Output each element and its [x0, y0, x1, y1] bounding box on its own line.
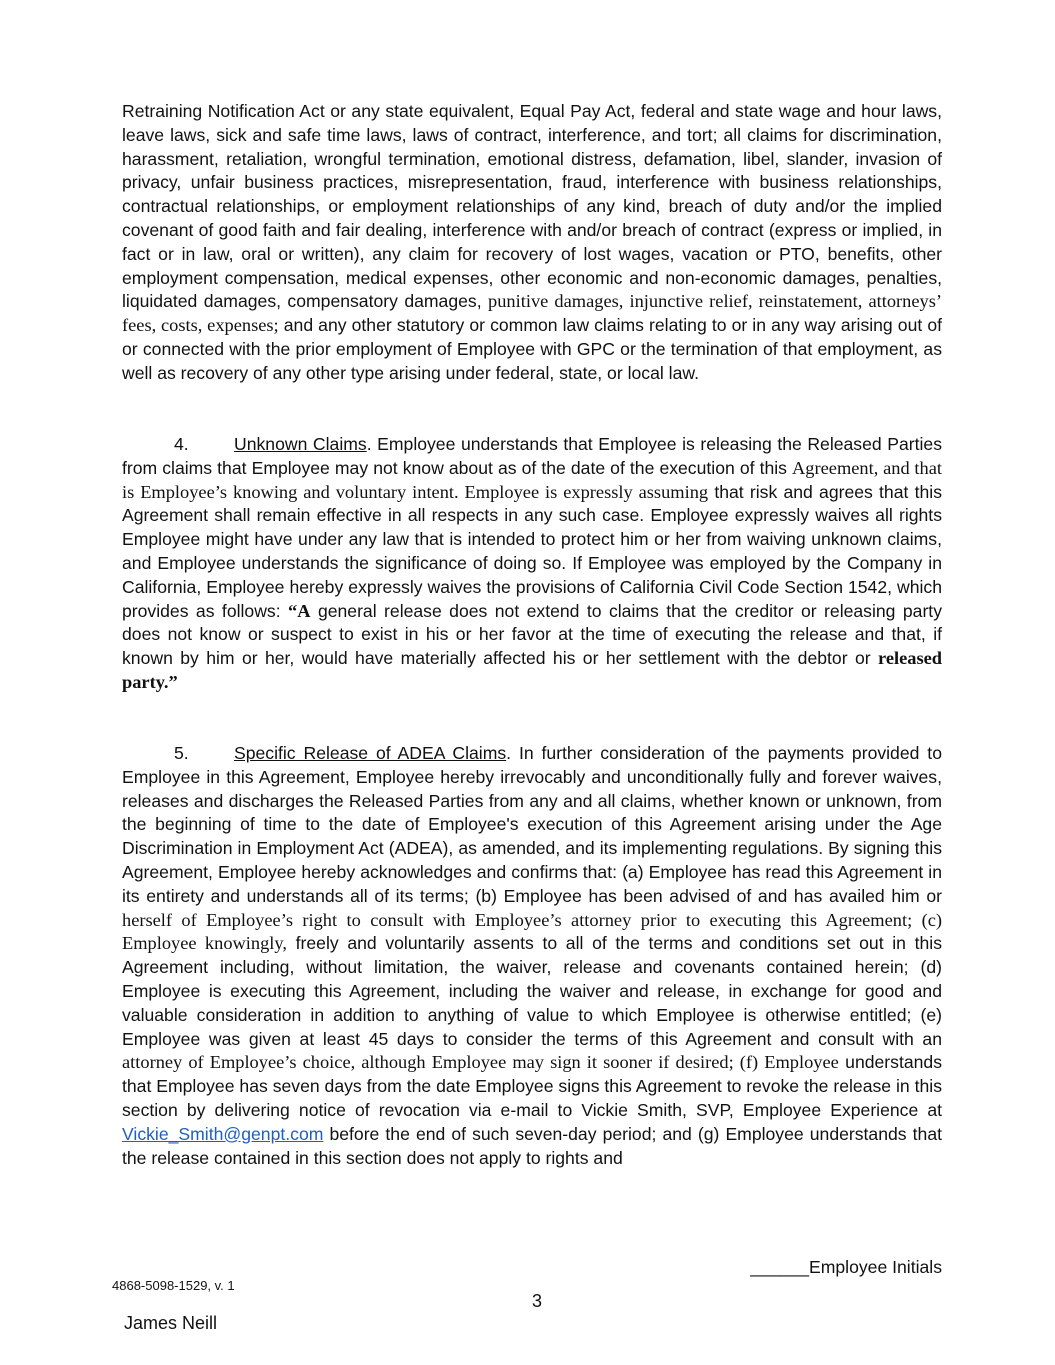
section-5-text-1: . In further consideration of the payments provided to Employee in this Agreement, Employee hereby irrevocably and unconditionally fully and forever waives, releases and discharges the Released Parties from any and all claims, whether known or unknown, from the beginning of time to the date of Employee's execution of this Agreement arising under the Age Discrimination in Employment Act (ADEA), as amended, and its implementing regulations. By signing this Agreement, Employee hereby acknowledges and confirms that: (a) Employee has read this Agreement in its entirety and understands all of its terms; (b) Employee has been advised of and has availed him or	[122, 743, 942, 906]
section-5-text-5: understands that Employee has seven days from the date Employee signs this Agreement to revoke the release in this section by delivering notice of revocation via e-mail to Vickie Smith, SVP, Employee Experience at	[122, 1052, 942, 1120]
page-number: 3	[531, 1291, 542, 1311]
document-id: 4868-5098-1529, v. 1	[112, 1278, 235, 1293]
section-4-heading: Unknown Claims	[234, 434, 367, 454]
section-4-text-1: . Employee understands that Employee is releasing the Released Parties from claims that Employee may not know about as of the date of the execution of this	[122, 434, 943, 478]
section-4-text-3: that risk and agrees that this Agreement shall remain effective in all respects in any such case. Employee expressly waives all rights Employee might have under any law that is intended to protect him or her from waiving unknown claims, and Employee understands the significance of doing so. If Employee was employed by the Company in California, Employee hereby expressly waives the provisions of California Civil Code Section 1542, which provides as follows:	[122, 481, 942, 621]
initials-blank: ______	[750, 1257, 809, 1277]
section-5-text-serif-1: herself of Employee’s right to consult with Employee’s attorney prior to executing this Agreement; (c) Employee knowingly,	[122, 909, 942, 954]
section-4-quote-close: released party.”	[122, 648, 942, 692]
section-4-text-serif: Agreement, and that is Employee’s knowing and voluntary intent. Employee is expressly assuming	[122, 457, 943, 502]
section-5-text-6: before the end of such seven-day period; and (g) Employee understands that the release contained in this section does not apply to rights and	[122, 1123, 942, 1168]
section-4-number: 4.	[174, 434, 189, 454]
section-5-text-serif-2: attorney of Employee’s choice, although Employee may sign it sooner if desired; (f) Employee	[122, 1052, 839, 1073]
section-4-quote-body: general release does not extend to claims that the creditor or releasing party does not know or suspect to exist in his or her favor at the time of executing the release and that, if known by him or her, would have materially affected his or her settlement with the debtor or	[122, 600, 942, 669]
intro-text-3: and any other statutory or common law claims relating to or in any way arising out of or connected with the prior employment of Employee with GPC or the termination of that employment, as well as recovery of any other type arising under federal, state, or local law.	[122, 315, 943, 383]
intro-paragraph	[122, 100, 942, 386]
intro-text-serif: punitive damages, injunctive relief, reinstatement, attorneys’ fees, costs, expenses;	[122, 291, 942, 336]
section-4-paragraph	[122, 433, 942, 695]
section-5-number: 5.	[174, 743, 189, 763]
intro-text-1: Retraining Notification Act or any state equivalent, Equal Pay Act, federal and state wage and hour laws, leave laws, sick and safe time laws, laws of contract, interference, and tort; all claims for discrimination, harassment, retaliation, wrongful termination, emotional distress, defamation, libel, slander, invasion of privacy, unfair business practices, misrepresentation, fraud, interference with business relationships, contractual relationships, or employment relationships of any kind, breach of duty and/or the implied covenant of good faith and fair dealing, interference with and/or breach of contract (express or implied, in fact or in law, oral or written), any claim for recovery of lost wages, vacation or PTO, benefits, other employment compensation, medical expenses, other economic and non-economic damages, penalties, liquidated damages, compensatory damages,	[122, 101, 942, 312]
employee-name: James Neill	[124, 1313, 218, 1333]
section-4-quote-open: “A	[288, 600, 311, 621]
section-5-text-3: freely and voluntarily assents to all of the terms and conditions set out in this Agreement including, without limitation, the waiver, release and covenants contained herein; (d) Employee is executing this Agreement, including the waiver and release, in exchange for good and valuable consideration in addition to anything of value to which Employee is otherwise entitled; (e) Employee was given at least 45 days to consider the terms of this Agreement and consult with an	[122, 933, 942, 1049]
email-link[interactable]: Vickie_Smith@genpt.com	[122, 1123, 324, 1144]
section-5-paragraph	[122, 742, 942, 1170]
section-5-heading: Specific Release of ADEA Claims	[234, 743, 507, 763]
employee-initials-line	[732, 1256, 942, 1278]
initials-label: Employee Initials	[809, 1257, 942, 1277]
